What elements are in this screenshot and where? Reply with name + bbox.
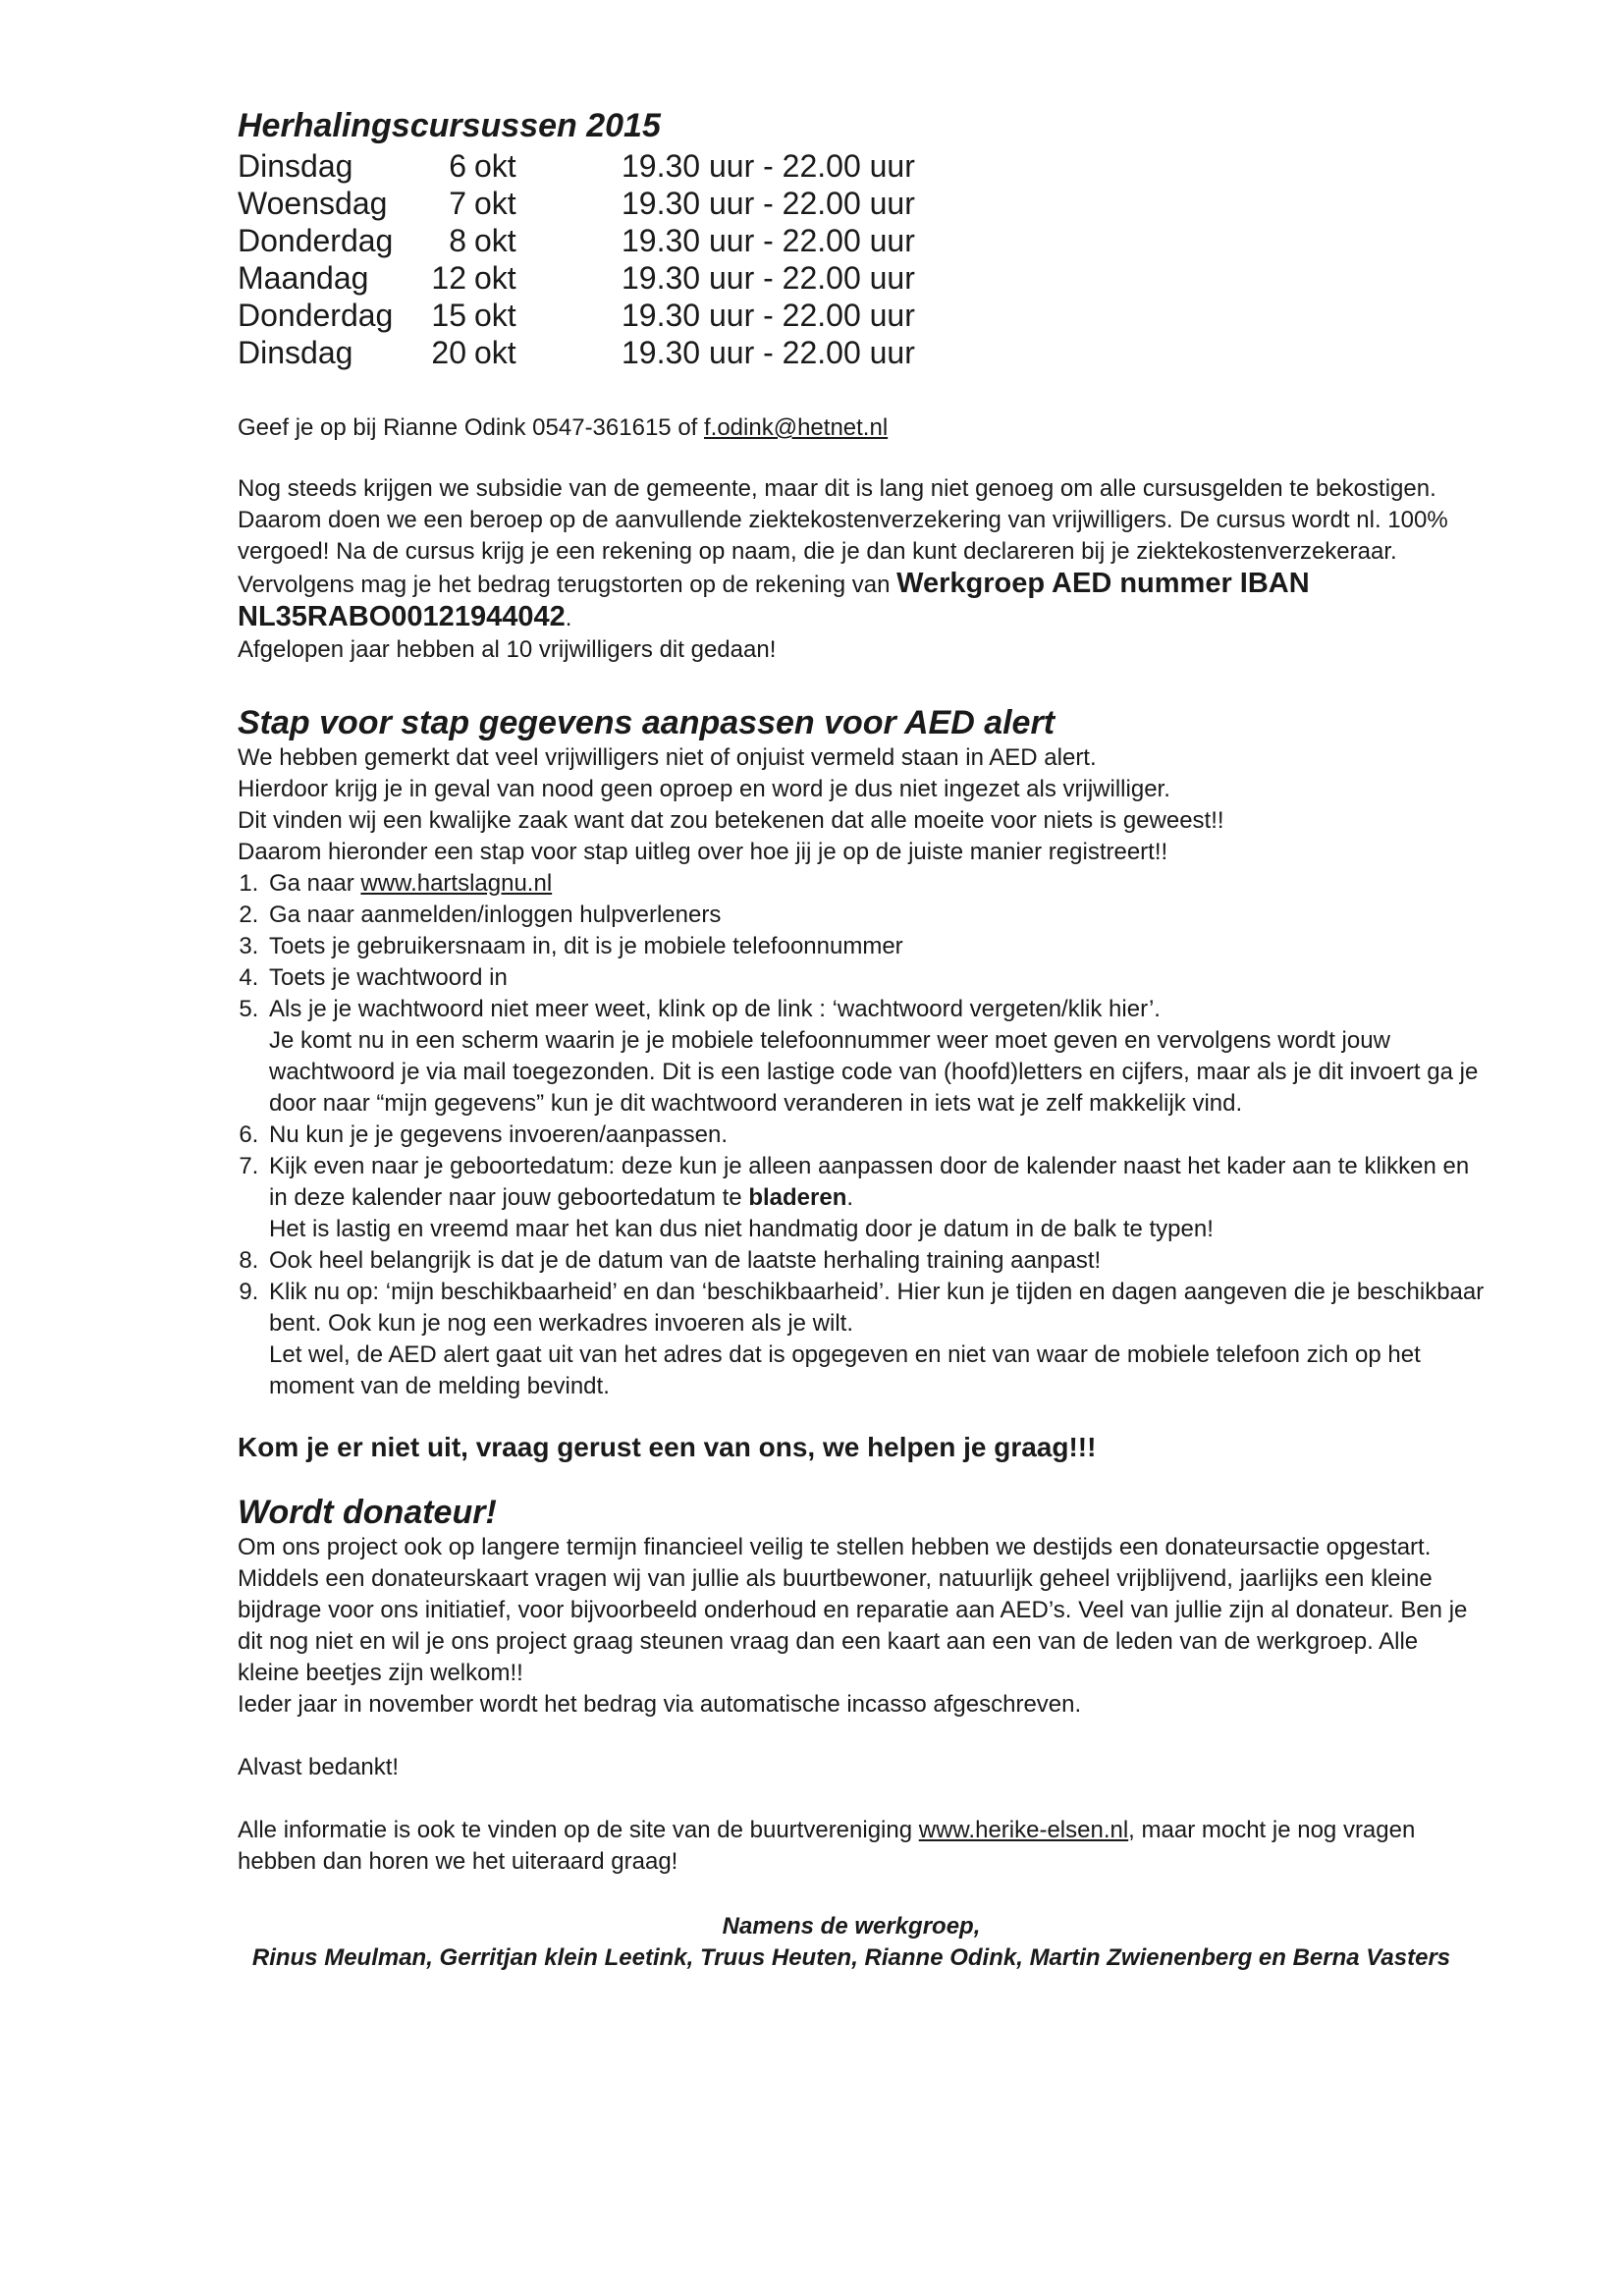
signature-names: Rinus Meulman, Gerritjan klein Leetink, Truus Heuten, Rianne Odink, Martin Zwienenberg en Berna Vasters <box>251 1944 1451 1971</box>
call-to-action: Kom je er niet uit, vraag gerust een van ons, we helpen je graag!!! <box>238 1432 1097 1462</box>
course-time: 19.30 uur - 22.00 uur <box>622 260 915 296</box>
intro-line: Daarom hieronder een stap voor stap uitleg over hoe jij je op de juiste manier registreert!! <box>238 839 1168 865</box>
info-suffix: , maar mocht je nog vragen hebben dan horen we het uiteraard graag! <box>238 1817 1416 1875</box>
course-date: 20 <box>431 335 466 370</box>
course-month: okt <box>474 298 516 333</box>
donor-paragraph <box>238 1532 1485 1721</box>
course-date: 7 <box>449 186 466 221</box>
step-text: Kijk even naar je geboortedatum: deze kun je alleen aanpassen door de kalender naast het kader aan te klikken en in deze kalender naar jouw geboortedatum te <box>269 1153 1470 1211</box>
list-item: 8. Ook heel belangrijk is dat je de datum van de laatste herhaling training aanpast! <box>265 1245 1485 1277</box>
list-item: 4. Toets je wachtwoord in <box>265 962 1485 994</box>
course-month: okt <box>474 223 516 258</box>
list-item <box>265 1151 1485 1245</box>
course-day: Maandag <box>238 260 369 296</box>
hartslagnu-link[interactable]: www.hartslagnu.nl <box>360 870 553 897</box>
steps-list <box>238 868 1485 1402</box>
signup-email-link[interactable]: f.odink@hetnet.nl <box>704 414 889 441</box>
step-text: Klik nu op: ‘mijn beschikbaarheid’ en dan ‘beschikbaarheid’. Hier kun je tijden en dagen aangeven die je beschikbaar bent. Ook kun je nog een werkadres invoeren als je wilt. <box>269 1279 1485 1337</box>
table-row <box>238 259 915 297</box>
steps-heading: Stap voor stap gegevens aanpassen voor AED alert <box>238 704 1056 741</box>
subsidy-paragraph <box>238 473 1485 666</box>
course-month: okt <box>474 148 516 184</box>
list-item <box>265 994 1485 1120</box>
list-item <box>265 868 1485 900</box>
course-day: Woensdag <box>238 186 388 221</box>
steps-intro <box>238 742 1485 868</box>
course-date: 12 <box>431 260 466 296</box>
table-row <box>238 222 915 259</box>
course-day: Donderdag <box>238 298 394 333</box>
course-month: okt <box>474 335 516 370</box>
table-row <box>238 185 915 222</box>
table-row <box>238 147 915 185</box>
intro-line: Hierdoor krijg je in geval van nood geen oproep en word je dus niet ingezet als vrijwilliger. <box>238 776 1170 802</box>
signup-text: Geef je op bij Rianne Odink 0547-361615 of <box>238 414 704 441</box>
donor-heading: Wordt donateur! <box>238 1494 497 1531</box>
table-row <box>238 334 915 371</box>
course-time: 19.30 uur - 22.00 uur <box>622 298 915 333</box>
last-year-text: Afgelopen jaar hebben al 10 vrijwilligers dit gedaan! <box>238 636 777 663</box>
info-paragraph <box>238 1815 1485 1878</box>
intro-line: We hebben gemerkt dat veel vrijwilligers niet of onjuist vermeld staan in AED alert. <box>238 744 1097 771</box>
course-time: 19.30 uur - 22.00 uur <box>622 148 915 184</box>
course-month: okt <box>474 186 516 221</box>
list-item <box>265 1277 1485 1402</box>
list-item: 6. Nu kun je je gegevens invoeren/aanpassen. <box>265 1120 1485 1151</box>
step-extra-text: Je komt nu in een scherm waarin je je mobiele telefoonnummer weer moet geven en vervolgens wordt jouw wachtwoord je via mail toegezonden. Dit is een lastige code van (hoofd)letters en cijfers, maar als je dit invoert ga je door naar “mijn gegevens” kun je dit wachtwoord veranderen in iets wat je zelf makkelijk vind. <box>269 1027 1479 1117</box>
account-end: . <box>565 605 572 631</box>
courses-heading: Herhalingscursussen 2015 <box>238 107 661 144</box>
step-end: . <box>846 1184 854 1211</box>
signature-line: Namens de werkgroep, <box>722 1913 981 1940</box>
course-day: Dinsdag <box>238 148 353 184</box>
herike-elsen-link[interactable]: www.herike-elsen.nl <box>918 1817 1129 1843</box>
thanks-text: Alvast bedankt! <box>238 1754 400 1780</box>
signature-block <box>238 1911 1465 1974</box>
course-time: 19.30 uur - 22.00 uur <box>622 186 915 221</box>
info-text: Alle informatie is ook te vinden op de site van de buurtvereniging <box>238 1817 919 1843</box>
course-date: 8 <box>449 223 466 258</box>
course-date: 6 <box>449 148 466 184</box>
intro-line: Dit vinden wij een kwalijke zaak want dat zou betekenen dat alle moeite voor niets is geweest!! <box>238 807 1224 834</box>
course-time: 19.30 uur - 22.00 uur <box>622 335 915 370</box>
step-text: Als je je wachtwoord niet meer weet, klink op de link : ‘wachtwoord vergeten/klik hier’. <box>269 996 1161 1022</box>
course-date: 15 <box>431 298 466 333</box>
subsidy-text: Nog steeds krijgen we subsidie van de gemeente, maar dit is lang niet genoeg om alle cursusgelden te bekostigen. Daarom doen we een beroep op de aanvullende ziektekostenverzekering van vrijwilligers. De cursus wordt nl. 100% vergoed! Na de cursus krijg je een rekening op naam, die je dan kunt declareren bij je ziektekostenverzekeraar. Vervolgens mag je het bedrag terugstorten op de rekening van <box>238 475 1448 598</box>
course-time: 19.30 uur - 22.00 uur <box>622 223 915 258</box>
step-extra-text: Let wel, de AED alert gaat uit van het adres dat is opgegeven en niet van waar de mobiele telefoon zich op het moment van de melding bevindt. <box>269 1341 1421 1399</box>
course-day: Donderdag <box>238 223 394 258</box>
account-number: Werkgroep AED nummer IBAN NL35RABO00121944042 <box>238 568 1310 632</box>
list-item: 2. Ga naar aanmelden/inloggen hulpverleners <box>265 900 1485 931</box>
step-extra-text: Het is lastig en vreemd maar het kan dus niet handmatig door je datum in de balk te typen! <box>269 1216 1214 1242</box>
document-page <box>238 106 1485 1974</box>
course-schedule-table <box>238 147 915 371</box>
table-row <box>238 297 915 334</box>
course-day: Dinsdag <box>238 335 353 370</box>
step-text: Ga naar <box>269 870 361 897</box>
step-bold-text: bladeren <box>748 1184 847 1211</box>
signup-paragraph <box>238 412 1485 444</box>
donor-text: Om ons project ook op langere termijn financieel veilig te stellen hebben we destijds een donateursactie opgestart. Middels een donateurskaart vragen wij van jullie als buurtbewoner, natuurlijk geheel vrijblijvend, jaarlijks een kleine bijdrage voor ons initiatief, voor bijvoorbeeld onderhoud en reparatie aan AED’s. Veel van jullie zijn al donateur. Ben je dit nog niet en wil je ons project graag steunen vraag dan een kaart aan een van de leden van de werkgroep. Alle kleine beetjes zijn welkom!! <box>238 1534 1468 1686</box>
list-item: 3. Toets je gebruikersnaam in, dit is je mobiele telefoonnummer <box>265 931 1485 962</box>
course-month: okt <box>474 260 516 296</box>
november-text: Ieder jaar in november wordt het bedrag via automatische incasso afgeschreven. <box>238 1691 1082 1718</box>
